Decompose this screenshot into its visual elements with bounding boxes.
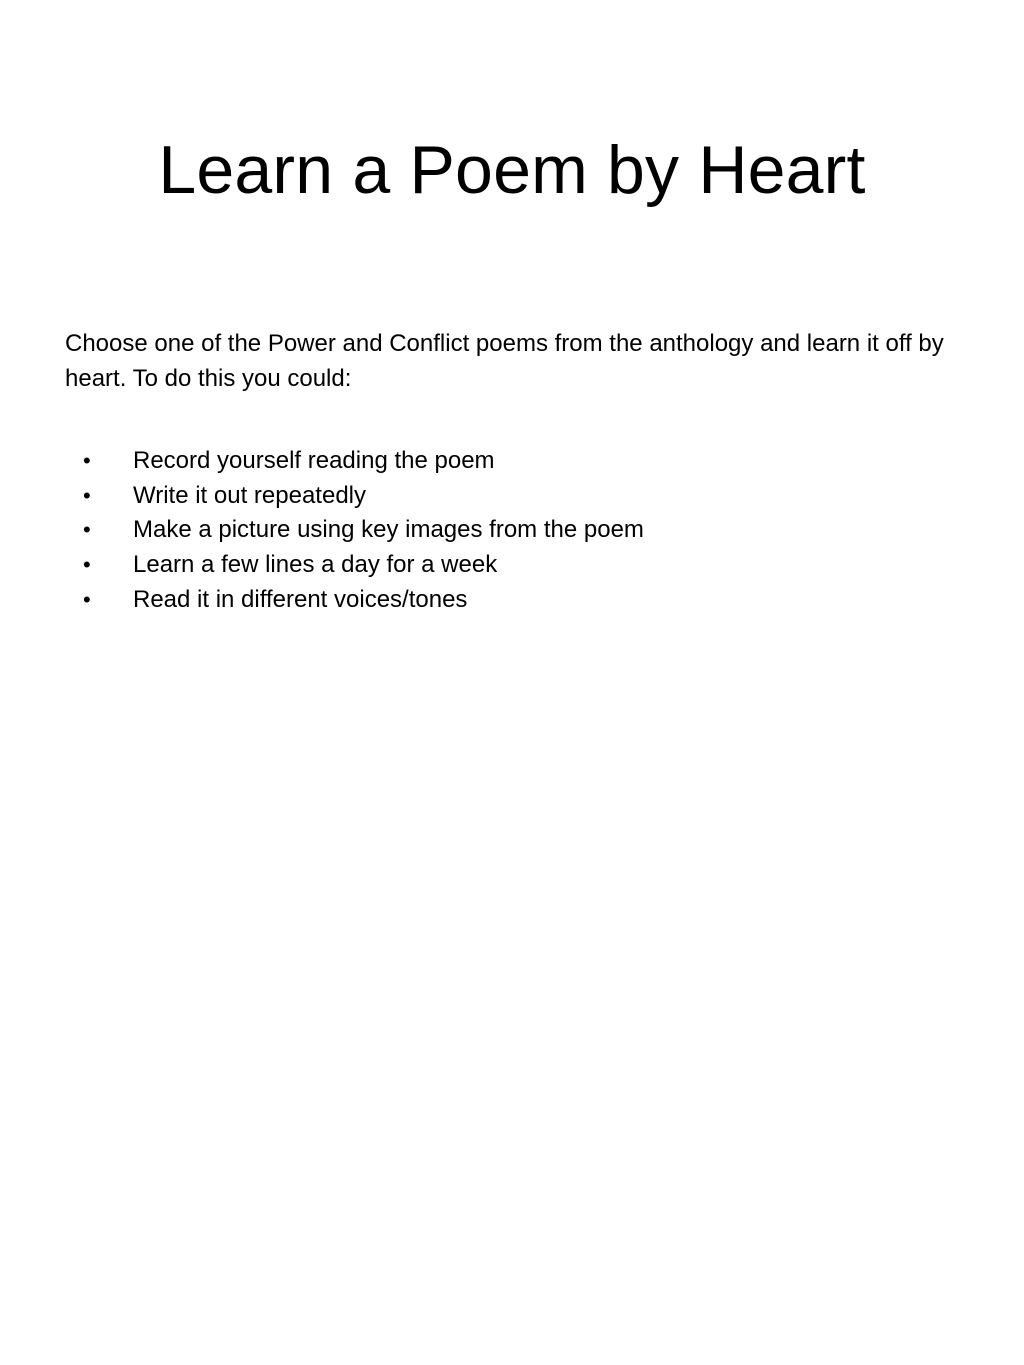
list-item-text: Read it in different voices/tones <box>133 585 468 613</box>
bullet-list <box>65 444 965 618</box>
list-item <box>65 444 965 479</box>
bullet-icon: • <box>83 482 91 508</box>
list-item <box>65 513 965 548</box>
bullet-icon: • <box>83 552 91 578</box>
list-item-text: Write it out repeatedly <box>133 481 367 509</box>
list-item-text: Record yourself reading the poem <box>133 447 495 474</box>
slide-title: Learn a Poem by Heart <box>158 132 866 208</box>
list-item <box>65 548 965 583</box>
list-item-text: Make a picture using key images from the poem <box>133 516 644 544</box>
list-item <box>65 479 965 514</box>
bullet-icon: • <box>83 586 91 612</box>
list-item-text: Learn a few lines a day for a week <box>133 551 498 579</box>
list-item <box>65 583 965 618</box>
bullet-icon: • <box>83 448 91 473</box>
intro-paragraph: Choose one of the Power and Conflict poems from the anthology and learn it off by heart. To do this you could: <box>65 330 944 392</box>
bullet-icon: • <box>83 517 91 543</box>
